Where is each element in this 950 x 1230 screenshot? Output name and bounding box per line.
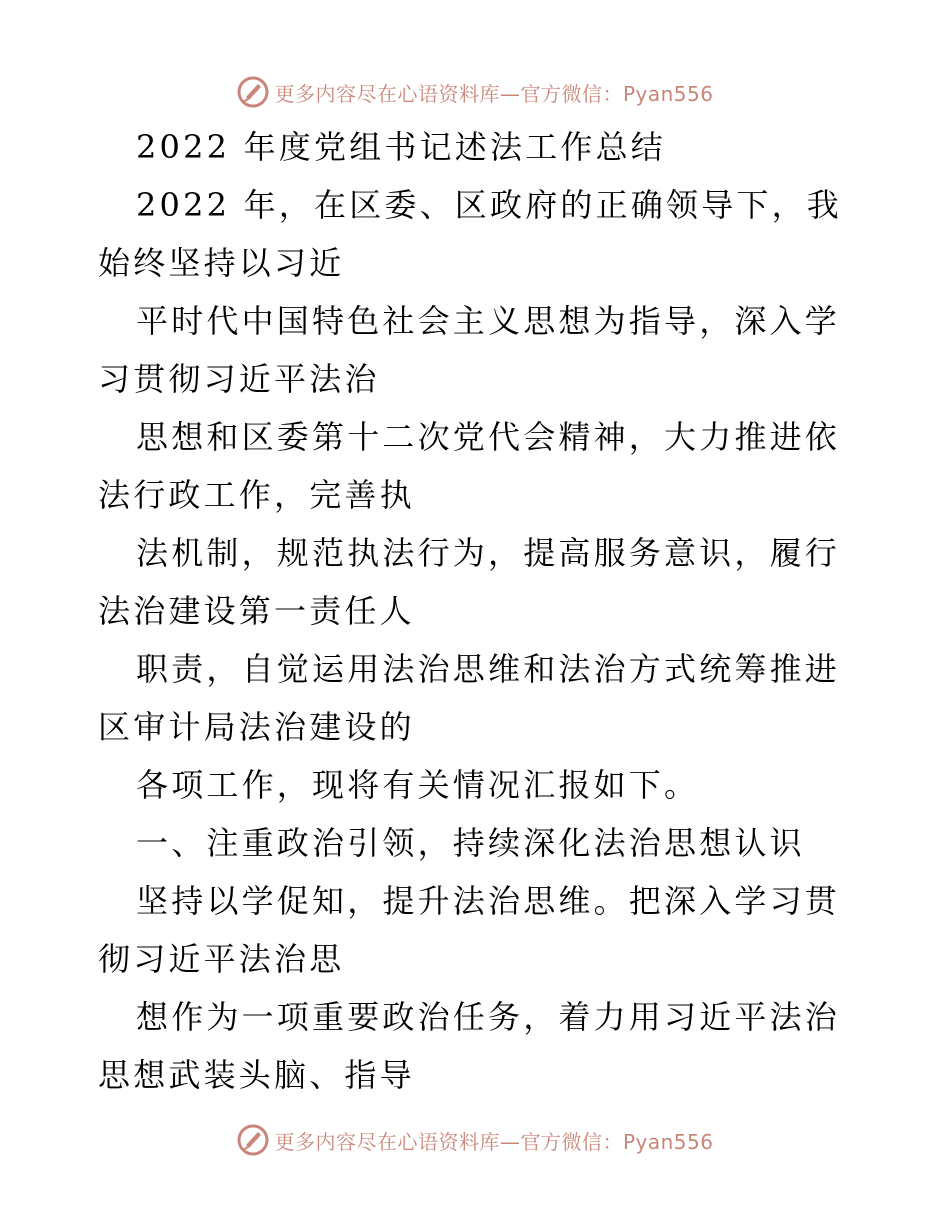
header-watermark xyxy=(0,72,950,112)
footer-watermark xyxy=(0,1120,950,1160)
document-body xyxy=(98,118,858,1104)
section-heading: 一、注重政治引领，持续深化法治思想认识 xyxy=(136,824,805,862)
paragraph: 想作为一项重要政治任务，着力用习近平法治思想武装头脑、指导 xyxy=(98,998,841,1094)
paragraph: 2022 年，在区委、区政府的正确领导下，我始终坚持以习近 xyxy=(98,186,843,282)
paragraph: 职责，自觉运用法治思维和法治方式统筹推进区审计局法治建设的 xyxy=(98,650,841,746)
paragraph: 各项工作，现将有关情况汇报如下。 xyxy=(136,766,700,804)
paragraph: 平时代中国特色社会主义思想为指导，深入学习贯彻习近平法治 xyxy=(98,302,841,398)
watermark-text: 更多内容尽在心语资料库—官方微信：Pyan556 xyxy=(274,81,714,106)
paragraph: 法机制，规范执法行为，提高服务意识，履行法治建设第一责任人 xyxy=(98,534,841,630)
document-title: 2022 年度党组书记述法工作总结 xyxy=(136,128,667,166)
library-logo-icon xyxy=(236,75,270,109)
paragraph: 思想和区委第十二次党代会精神，大力推进依法行政工作，完善执 xyxy=(98,418,841,514)
watermark-text: 更多内容尽在心语资料库—官方微信：Pyan556 xyxy=(274,1129,714,1154)
library-logo-icon xyxy=(236,1123,270,1157)
paragraph: 坚持以学促知，提升法治思维。把深入学习贯彻习近平法治思 xyxy=(98,882,841,978)
